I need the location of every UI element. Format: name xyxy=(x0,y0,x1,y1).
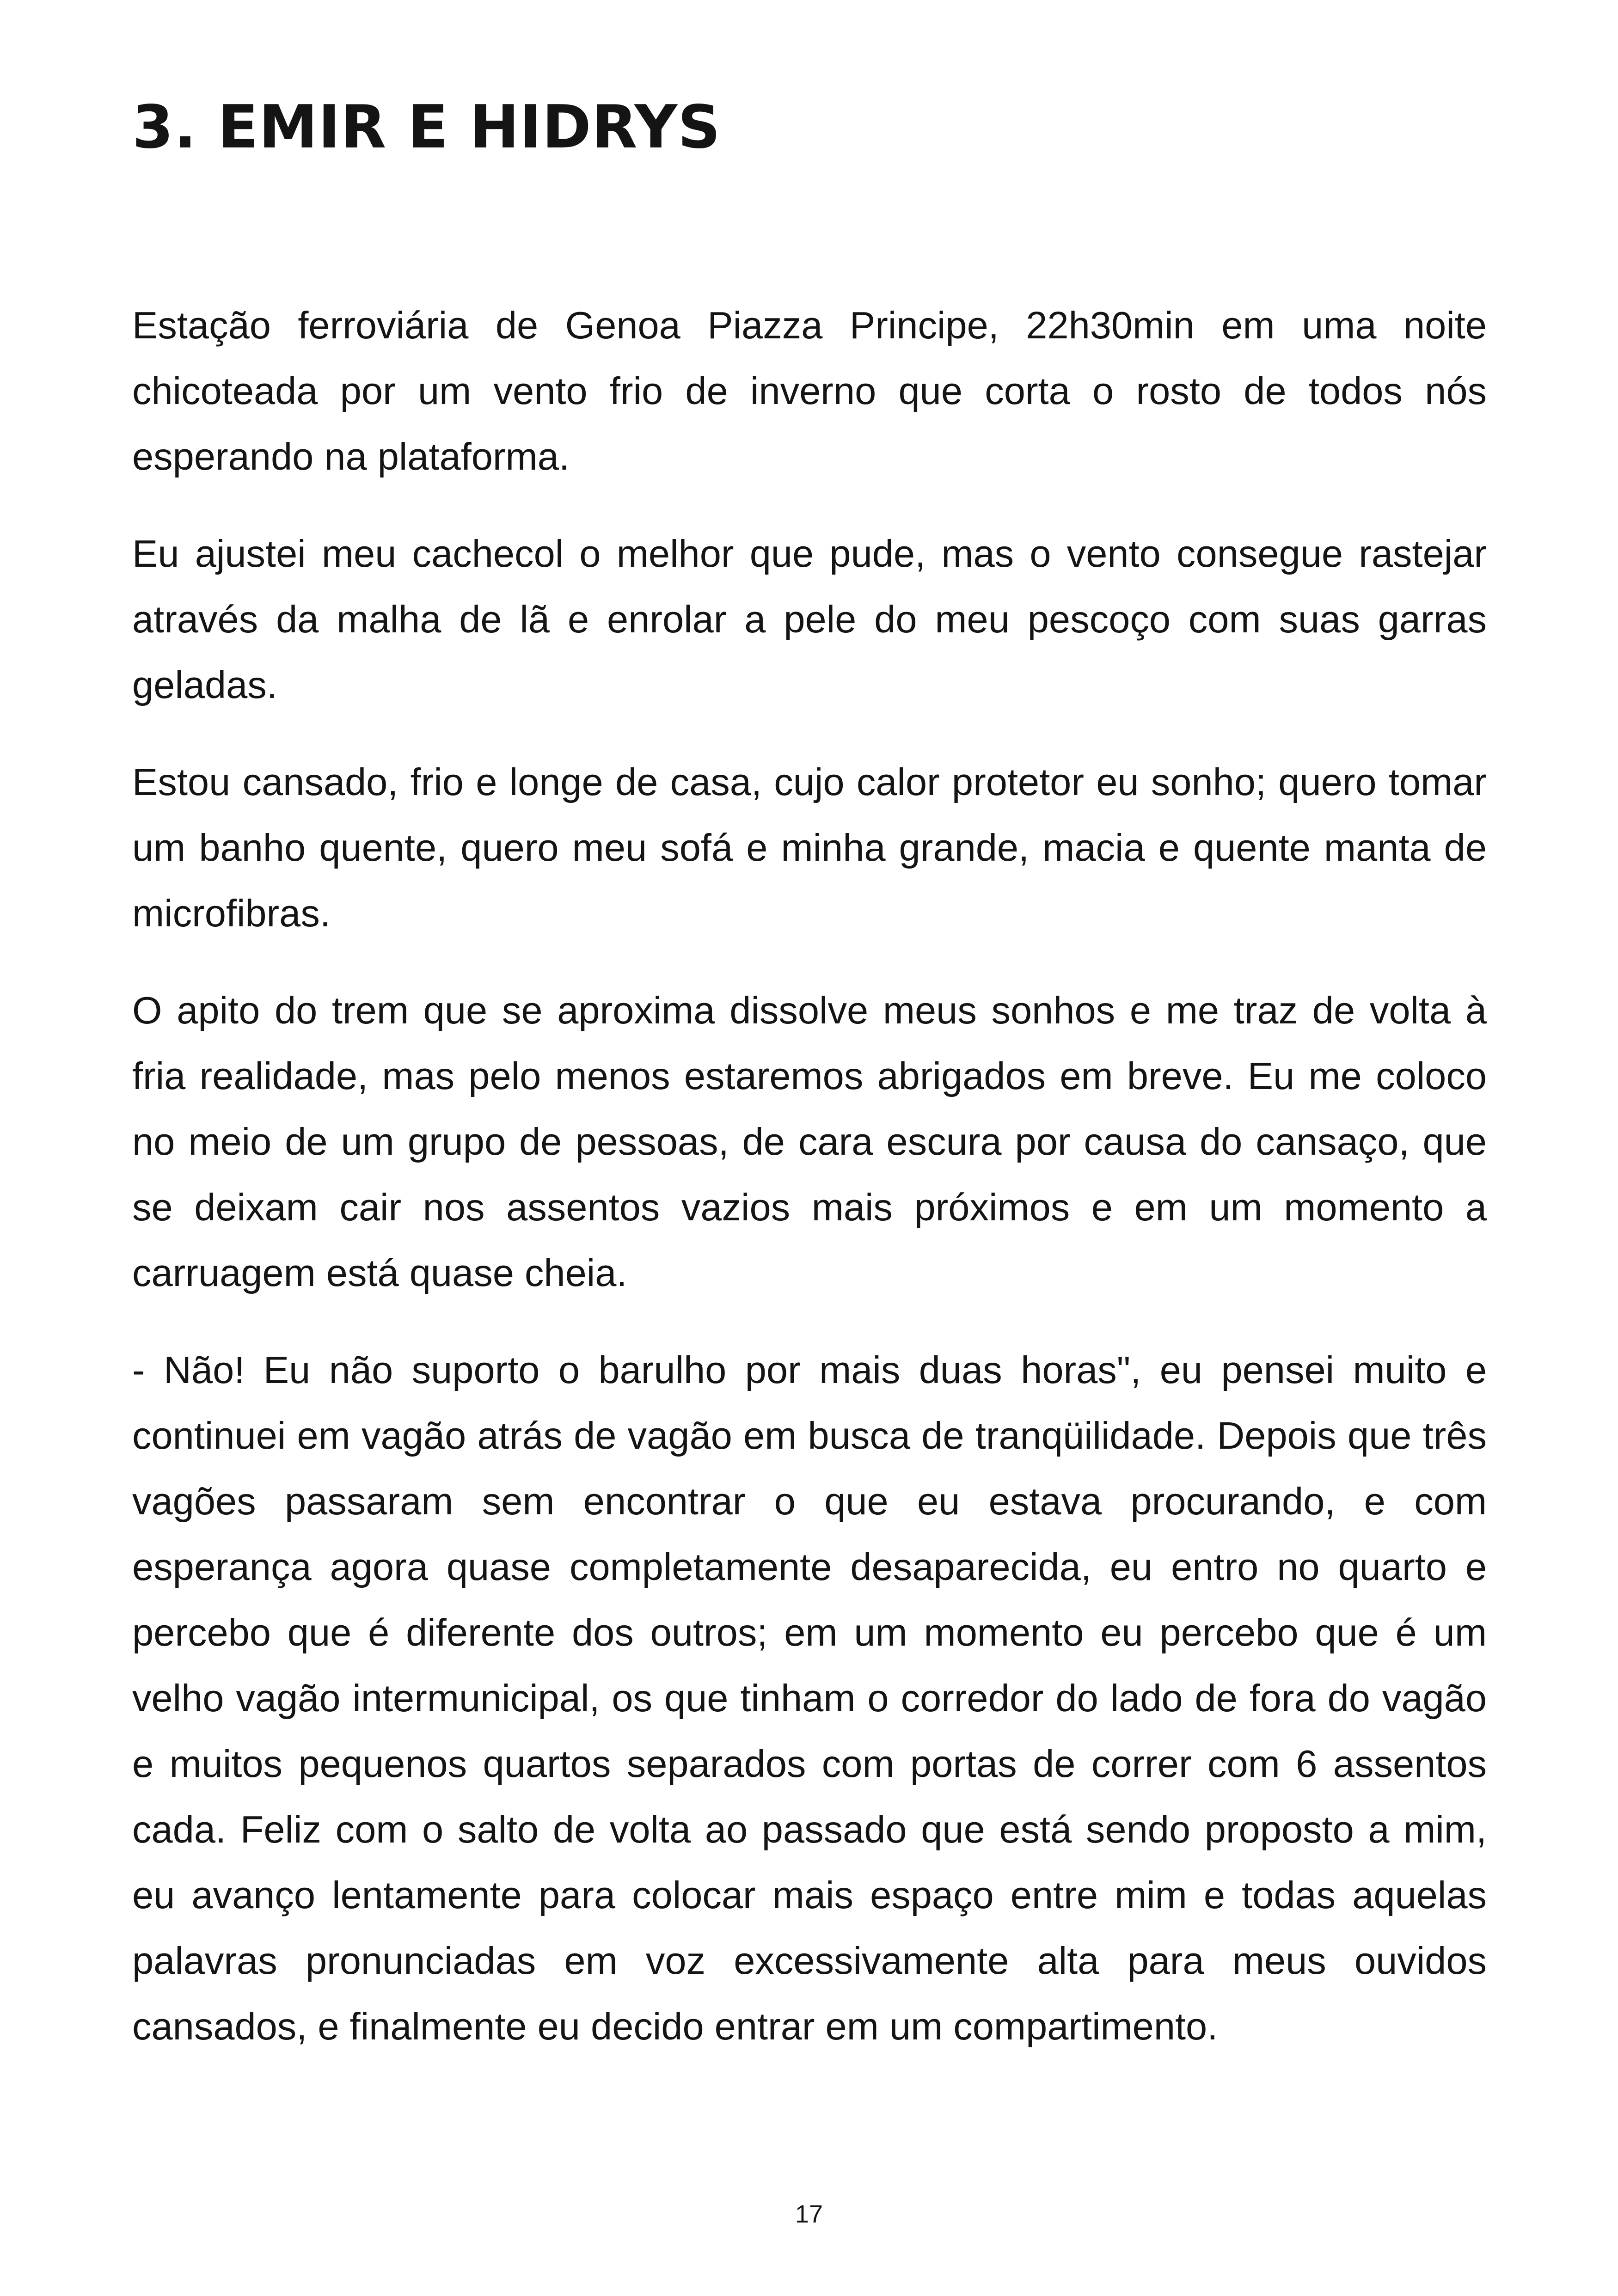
paragraph-2: Eu ajustei meu cachecol o melhor que pude, mas o vento consegue rastejar através da malha de lã e enrolar a pele do meu pescoço com suas garras geladas. xyxy=(132,532,1487,706)
paragraph-5: - Não! Eu não suporto o barulho por mais duas horas", eu pensei muito e continuei em vagão atrás de vagão em busca de tranqüilidade. Depois que três vagões passaram sem encontrar o que eu estava procurando, e com esperança agora quase completamente desaparecida, eu entro no quarto e percebo que é diferente dos outros; em um momento eu percebo que é um velho vagão intermunicipal, os que tinham o corredor do lado de fora do vagão e muitos pequenos quartos separados com portas de correr com 6 assentos cada. Feliz com o salto de volta ao passado que está sendo proposto a mim, eu avanço lentamente para colocar mais espaço entre mim e todas aquelas palavras pronunciadas em voz excessivamente alta para meus ouvidos cansados, e finalmente eu decido entrar em um compartimento. xyxy=(132,1348,1487,2048)
chapter-title: 3. EMIR E HIDRYS xyxy=(132,93,721,162)
chapter-body xyxy=(132,293,1487,2091)
paragraph-4: O apito do trem que se aproxima dissolve meus sonhos e me traz de volta à fria realidade, mas pelo menos estaremos abrigados em breve. Eu me coloco no meio de um grupo de pessoas, de cara escura por causa do cansaço, que se deixam cair nos assentos vazios mais próximos e em um momento a carruagem está quase cheia. xyxy=(132,989,1487,1294)
paragraph-1: Estação ferroviária de Genoa Piazza Principe, 22h30min em uma noite chicoteada por um vento frio de inverno que corta o rosto de todos nós esperando na plataforma. xyxy=(132,304,1487,478)
paragraph-3: Estou cansado, frio e longe de casa, cujo calor protetor eu sonho; quero tomar um banho quente, quero meu sofá e minha grande, macia e quente manta de microfibras. xyxy=(132,760,1487,935)
page-number: 17 xyxy=(795,2200,823,2228)
